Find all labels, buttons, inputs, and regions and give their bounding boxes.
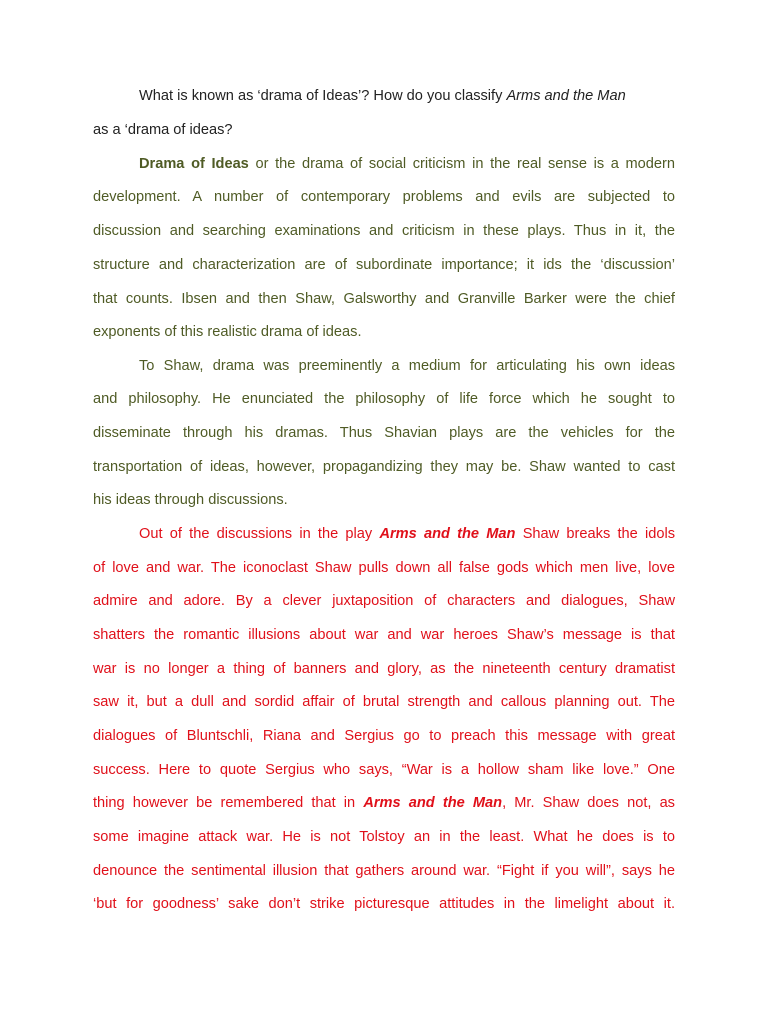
paragraph-3-line-12: ‘but for goodness’ sake don’t strike picturesque attitudes in the limelight about it. (93, 896, 675, 912)
paragraph-3-line-9-post: , Mr. Shaw does not, as (502, 795, 675, 811)
paragraph-3-line-9 (93, 793, 675, 813)
paragraph-1-line-2: development. A number of contemporary problems and evils are subjected to (93, 189, 675, 205)
paragraph-3-line-3: admire and adore. By a clever juxtaposition of characters and dialogues, Shaw (93, 593, 675, 609)
paragraph-3-line-8: success. Here to quote Sergius who says, “War is a hollow sham like love.” One (93, 762, 675, 778)
paragraph-3-line-9-pre: thing however be remembered that in (93, 795, 364, 811)
question-text: What is known as ‘drama of Ideas’? How do you classify (139, 88, 507, 104)
paragraph-1-line-5: that counts. Ibsen and then Shaw, Galsworthy and Granville Barker were the chief (93, 291, 675, 307)
play-title: Arms and the Man (379, 526, 516, 542)
paragraph-3-line-7: dialogues of Bluntschli, Riana and Sergius go to preach this message with great (93, 728, 675, 744)
paragraph-2-line-2: and philosophy. He enunciated the philosophy of life force which he sought to (93, 391, 675, 407)
play-title: Arms and the Man (506, 88, 626, 104)
paragraph-2-line-3: disseminate through his dramas. Thus Shavian plays are the vehicles for the (93, 425, 675, 441)
paragraph-3-line-6: saw it, but a dull and sordid affair of brutal strength and callous planning out. The (93, 694, 675, 710)
play-title: Arms and the Man (363, 795, 503, 811)
paragraph-3-line-1-pre: Out of the discussions in the play (139, 526, 380, 542)
paragraph-3-line-4: shatters the romantic illusions about war and war heroes Shaw’s message is that (93, 627, 675, 643)
paragraph-3-line-1-post: Shaw breaks the idols (515, 526, 675, 542)
paragraph-3-line-2: of love and war. The iconoclast Shaw pulls down all false gods which men live, love (93, 560, 675, 576)
paragraph-3-line-10: some imagine attack war. He is not Tolstoy an in the least. What he does is to (93, 829, 675, 845)
paragraph-3-line-1 (139, 524, 675, 544)
paragraph-2-line-4: transportation of ideas, however, propagandizing they may be. Shaw wanted to cast (93, 459, 675, 475)
paragraph-1-line-3: discussion and searching examinations and criticism in these plays. Thus in it, the (93, 223, 675, 239)
paragraph-1-line-6: exponents of this realistic drama of ideas. (93, 324, 362, 340)
question-line-1 (139, 86, 675, 106)
paragraph-3-line-5: war is no longer a thing of banners and glory, as the nineteenth century dramatist (93, 661, 675, 677)
paragraph-1-line-1 (139, 154, 675, 174)
paragraph-2-line-5: his ideas through discussions. (93, 492, 288, 508)
question-line-2: as a ‘drama of ideas? (93, 122, 233, 138)
drama-of-ideas-heading: Drama of Ideas (139, 156, 249, 172)
paragraph-3-line-11: denounce the sentimental illusion that gathers around war. “Fight if you will”, says he (93, 863, 675, 879)
paragraph-1-line-1-text: or the drama of social criticism in the real sense is a modern (248, 156, 675, 172)
paragraph-1-line-4: structure and characterization are of subordinate importance; it ids the ‘discussion’ (93, 257, 675, 273)
paragraph-2-line-1: To Shaw, drama was preeminently a medium for articulating his own ideas (139, 358, 675, 374)
